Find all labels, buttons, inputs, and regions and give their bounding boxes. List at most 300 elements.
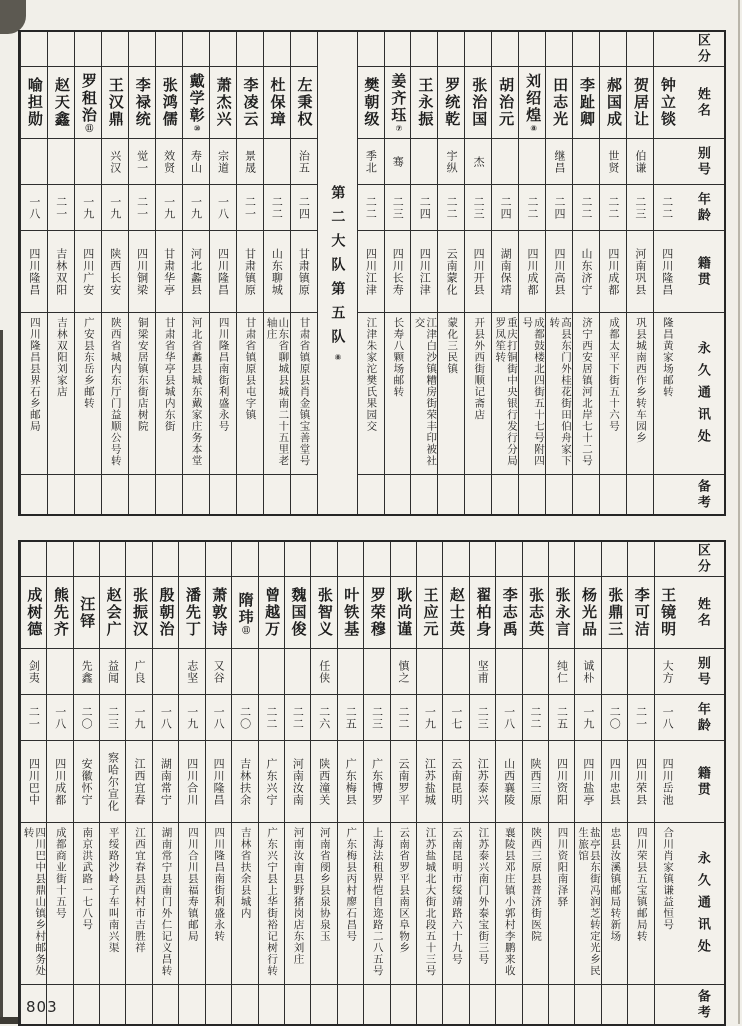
- remarks-cell: [100, 984, 125, 1024]
- category-cell: [232, 542, 257, 576]
- category-cell: [259, 542, 284, 576]
- address-cell: 吉林双阳刘家店: [48, 312, 74, 474]
- address-cell: 蒙化三民镇: [438, 312, 464, 474]
- remarks-cell: [492, 474, 518, 514]
- remarks-cell: [549, 984, 574, 1024]
- person-column: [46, 542, 72, 1024]
- native-place-cell: 吉林双阳: [48, 230, 74, 312]
- address-cell: 长寿八颗场邮转: [385, 312, 411, 474]
- name-cell: 张鼎三: [602, 576, 627, 648]
- age-cell: 二一: [48, 184, 74, 230]
- remarks-cell: [546, 474, 572, 514]
- section-title: 第二大队第五队⑧: [329, 184, 346, 362]
- alias-cell: 广良: [126, 648, 151, 694]
- person-column: [310, 542, 336, 1024]
- category-cell: [575, 542, 600, 576]
- native-place-cell: 四川成都: [47, 740, 72, 822]
- address-cell: 铜梁安居镇东街店树院: [129, 312, 155, 474]
- person-column: [337, 542, 363, 1024]
- alias-cell: 先鑫: [74, 648, 99, 694]
- address-cell: 河北省蠡县城东戴家庄务本堂: [183, 312, 209, 474]
- remarks-cell: [443, 984, 468, 1024]
- remarks-cell: [338, 984, 363, 1024]
- person-column: [545, 32, 572, 514]
- alias-cell: 伯谦: [627, 138, 653, 184]
- age-cell: 二二: [523, 694, 548, 740]
- address-cell: 江津朱家沱樊氏果园交: [358, 312, 384, 474]
- remarks-cell: [627, 474, 653, 514]
- age-cell: 二二: [600, 184, 626, 230]
- name-cell: 王镜明: [655, 576, 680, 648]
- remarks-cell: [655, 984, 680, 1024]
- native-place-cell: 广东梅县: [338, 740, 363, 822]
- person-column: [236, 32, 263, 514]
- address-cell: 甘肃省镇原县屯字镇: [237, 312, 263, 474]
- category-cell: [600, 32, 626, 66]
- person-column: [574, 542, 600, 1024]
- native-place-cell: 陕西潼关: [311, 740, 336, 822]
- alias-cell: [417, 648, 442, 694]
- address-cell: 山东省聊城县城南二十五里老轴庄: [264, 312, 290, 474]
- address-cell: 隆昌黄家场邮转: [654, 312, 680, 474]
- name-cell: 罗租治⑪: [75, 66, 101, 138]
- category-cell: [237, 32, 263, 66]
- category-cell: [546, 32, 572, 66]
- native-place-cell: 四川隆昌: [206, 740, 231, 822]
- row-label-alias: 别号: [680, 648, 724, 694]
- name-cell: 赵会广: [100, 576, 125, 648]
- age-cell: 二二: [264, 184, 290, 230]
- native-place-cell: 甘肃镇原: [291, 230, 317, 312]
- age-cell: 二二: [259, 694, 284, 740]
- alias-cell: 又谷: [206, 648, 231, 694]
- native-place-cell: 四川江津: [411, 230, 437, 312]
- remarks-cell: [232, 984, 257, 1024]
- address-cell: 南京洪武路一七八号: [74, 822, 99, 984]
- address-cell: 上海法租界恺自迩路二八五号: [364, 822, 389, 984]
- native-place-cell: 湖南保靖: [492, 230, 518, 312]
- native-place-cell: 云南罗平: [391, 740, 416, 822]
- row-label-alias: 别号: [680, 138, 724, 184]
- alias-cell: [654, 138, 680, 184]
- remarks-cell: [291, 474, 317, 514]
- person-column: [363, 542, 389, 1024]
- category-cell: [291, 32, 317, 66]
- remarks-cell: [237, 474, 263, 514]
- name-cell: 张永言: [549, 576, 574, 648]
- address-cell: 湖南常宁县南门外仁记义昌转: [153, 822, 178, 984]
- age-cell: 二二: [654, 184, 680, 230]
- age-cell: 一九: [75, 184, 101, 230]
- age-cell: 二五: [549, 694, 574, 740]
- age-cell: 二三: [465, 184, 491, 230]
- remarks-cell: [285, 984, 310, 1024]
- age-cell: 一八: [496, 694, 521, 740]
- age-cell: 二三: [470, 694, 495, 740]
- alias-cell: [496, 648, 521, 694]
- person-column: [152, 542, 178, 1024]
- alias-cell: [602, 648, 627, 694]
- native-place-cell: 安徽怀宁: [74, 740, 99, 822]
- remarks-cell: [21, 474, 47, 514]
- row-label-remarks: 备考: [680, 474, 724, 514]
- category-cell: [470, 542, 495, 576]
- category-cell: [496, 542, 521, 576]
- category-cell: [411, 32, 437, 66]
- person-column: [20, 542, 46, 1024]
- scan-artifact-right-edge: [738, 0, 740, 1024]
- age-cell: 二六: [311, 694, 336, 740]
- address-cell: 平绥路沙岭子车叫南兴渠: [100, 822, 125, 984]
- address-cell: 河南省阌乡县泉协泉玉: [311, 822, 336, 984]
- person-column: [572, 32, 599, 514]
- alias-cell: 季北: [358, 138, 384, 184]
- name-cell: 魏国俊: [285, 576, 310, 648]
- address-cell: 吉林省扶余县城内: [232, 822, 257, 984]
- remarks-cell: [74, 984, 99, 1024]
- age-cell: 二三: [100, 694, 125, 740]
- person-column: [284, 542, 310, 1024]
- address-cell: 四川资阳南泽驿: [549, 822, 574, 984]
- category-cell: [549, 542, 574, 576]
- category-cell: [602, 542, 627, 576]
- native-place-cell: 河南巩县: [627, 230, 653, 312]
- person-column: [74, 32, 101, 514]
- name-cell: 潘先丁: [179, 576, 204, 648]
- alias-cell: 觉一: [129, 138, 155, 184]
- remarks-cell: [602, 984, 627, 1024]
- age-cell: 二〇: [232, 694, 257, 740]
- address-cell: 巩县城南西作乡转车园乡: [627, 312, 653, 474]
- category-cell: [21, 32, 47, 66]
- name-cell: 隋玮⑪: [232, 576, 257, 648]
- row-label-native-place: 籍贯: [680, 230, 724, 312]
- name-cell: 翟柏身: [470, 576, 495, 648]
- address-cell: 四川隆昌南街利盛永转: [206, 822, 231, 984]
- address-cell: 甘肃省镇原县肖金镇宝善堂号: [291, 312, 317, 474]
- address-cell: 济宁西安居镇河北岸七十二号: [573, 312, 599, 474]
- age-cell: 一八: [153, 694, 178, 740]
- category-cell: [417, 542, 442, 576]
- native-place-cell: 陕西长安: [102, 230, 128, 312]
- person-column: [416, 542, 442, 1024]
- native-place-cell: 湖南常宁: [153, 740, 178, 822]
- person-column: [47, 32, 74, 514]
- category-cell: [385, 32, 411, 66]
- name-cell: 张治国: [465, 66, 491, 138]
- native-place-cell: 四川铜梁: [129, 230, 155, 312]
- remarks-cell: [600, 474, 626, 514]
- category-cell: [129, 32, 155, 66]
- name-cell: 李趾卿: [573, 66, 599, 138]
- row-label-address: 永久通讯处: [680, 822, 724, 984]
- name-cell: 喻担勋: [21, 66, 47, 138]
- category-cell: [391, 542, 416, 576]
- alias-cell: 继昌: [546, 138, 572, 184]
- native-place-cell: 四川荣县: [628, 740, 653, 822]
- alias-cell: [492, 138, 518, 184]
- remarks-cell: [102, 474, 128, 514]
- row-label-column: [680, 32, 724, 514]
- native-place-cell: 河北蠡县: [183, 230, 209, 312]
- address-cell: 甘肃省华亭县城内东街: [156, 312, 182, 474]
- age-cell: 二一: [21, 694, 46, 740]
- address-cell: 江津白沙镇糟房街荣丰印被社交: [411, 312, 437, 474]
- name-cell: 殷朝治: [153, 576, 178, 648]
- address-cell: 四川合川县福寿镇邮局: [179, 822, 204, 984]
- age-cell: 一九: [102, 184, 128, 230]
- native-place-cell: 四川成都: [600, 230, 626, 312]
- address-cell: 襄陵县邓庄镇小郭村李鹏来收: [496, 822, 521, 984]
- remarks-cell: [129, 474, 155, 514]
- person-column: [101, 32, 128, 514]
- native-place-cell: 察哈尔宣化: [100, 740, 125, 822]
- name-cell: 刘绍煌⑧: [519, 66, 545, 138]
- remarks-cell: [628, 984, 653, 1024]
- category-cell: [492, 32, 518, 66]
- native-place-cell: 四川广安: [75, 230, 101, 312]
- alias-cell: 效贤: [156, 138, 182, 184]
- native-place-cell: 四川成都: [519, 230, 545, 312]
- name-cell: 张志英: [523, 576, 548, 648]
- name-cell: 王永振: [411, 66, 437, 138]
- person-column: [357, 32, 384, 514]
- native-place-cell: 山西襄陵: [496, 740, 521, 822]
- address-cell: 陕西三原县普济街医院: [523, 822, 548, 984]
- category-cell: [47, 542, 72, 576]
- alias-cell: 宗道: [210, 138, 236, 184]
- person-column: [654, 542, 680, 1024]
- alias-cell: [264, 138, 290, 184]
- address-cell: 成都鼓楼北四街五十七号附四号: [519, 312, 545, 474]
- person-column: [548, 542, 574, 1024]
- remarks-cell: [210, 474, 236, 514]
- native-place-cell: 四川隆昌: [654, 230, 680, 312]
- age-cell: 二一: [628, 694, 653, 740]
- address-cell: 四川隆昌南街利盛永号: [210, 312, 236, 474]
- row-label-category: 区分: [694, 33, 710, 65]
- remarks-cell: [206, 984, 231, 1024]
- age-cell: 一八: [655, 694, 680, 740]
- alias-cell: 慎之: [391, 648, 416, 694]
- name-cell: 张智义: [311, 576, 336, 648]
- row-label-remarks: 备考: [680, 984, 724, 1024]
- alias-cell: 杰: [465, 138, 491, 184]
- native-place-cell: 四川合川: [179, 740, 204, 822]
- name-cell: 熊先齐: [47, 576, 72, 648]
- remarks-cell: [654, 474, 680, 514]
- alias-cell: [519, 138, 545, 184]
- age-cell: 二二: [519, 184, 545, 230]
- native-place-cell: 四川隆昌: [21, 230, 47, 312]
- remarks-cell: [575, 984, 600, 1024]
- scan-artifact-corner: [0, 0, 26, 34]
- name-cell: 萧杰兴: [210, 66, 236, 138]
- name-cell: 李禄统: [129, 66, 155, 138]
- person-column: [178, 542, 204, 1024]
- person-column: [522, 542, 548, 1024]
- person-column: [125, 542, 151, 1024]
- remarks-cell: [311, 984, 336, 1024]
- name-cell: 萧敦诗: [206, 576, 231, 648]
- category-cell: [210, 32, 236, 66]
- age-cell: 一八: [206, 694, 231, 740]
- remarks-cell: [438, 474, 464, 514]
- person-column: [155, 32, 182, 514]
- remarks-cell: [358, 474, 384, 514]
- remarks-cell: [153, 984, 178, 1024]
- name-cell: 张鸿儒: [156, 66, 182, 138]
- remarks-cell: [573, 474, 599, 514]
- person-column: [205, 542, 231, 1024]
- category-cell: [183, 32, 209, 66]
- alias-cell: 志坚: [179, 648, 204, 694]
- name-cell: 耿尚谨: [391, 576, 416, 648]
- person-column: [410, 32, 437, 514]
- remarks-cell: [126, 984, 151, 1024]
- age-cell: 一八: [210, 184, 236, 230]
- name-cell: 李志禹: [496, 576, 521, 648]
- category-cell: [156, 32, 182, 66]
- age-cell: 一九: [183, 184, 209, 230]
- remarks-cell: [75, 474, 101, 514]
- alias-cell: 景晟: [237, 138, 263, 184]
- name-cell: 成树德: [21, 576, 46, 648]
- native-place-cell: 甘肃镇原: [237, 230, 263, 312]
- row-label-name: 姓名: [680, 66, 724, 138]
- row-label-category: 区分: [694, 543, 710, 575]
- alias-cell: [21, 138, 47, 184]
- age-cell: 二二: [391, 694, 416, 740]
- category-cell: [285, 542, 310, 576]
- person-column: [209, 32, 236, 514]
- address-cell: 广东梅县丙村廖石昌号: [338, 822, 363, 984]
- age-cell: 二五: [338, 694, 363, 740]
- native-place-cell: 河南汝南: [285, 740, 310, 822]
- address-cell: 盐亭县东街冯润芝转定光乡民生旅馆: [575, 822, 600, 984]
- row-label-address: 永久通讯处: [680, 312, 724, 474]
- scan-artifact-left-edge: [0, 330, 3, 1024]
- remarks-cell: [470, 984, 495, 1024]
- person-column: [182, 32, 209, 514]
- alias-cell: 寿山: [183, 138, 209, 184]
- native-place-cell: 四川盐亭: [575, 740, 600, 822]
- age-cell: 一八: [21, 184, 47, 230]
- person-column: [491, 32, 518, 514]
- name-cell: 汪铎: [74, 576, 99, 648]
- age-cell: 一九: [156, 184, 182, 230]
- alias-cell: 坚甫: [470, 648, 495, 694]
- person-column: [99, 542, 125, 1024]
- age-cell: 二二: [358, 184, 384, 230]
- name-cell: 胡治元: [492, 66, 518, 138]
- category-cell: [21, 542, 46, 576]
- native-place-cell: 甘肃华亭: [156, 230, 182, 312]
- native-place-cell: 江苏盐城: [417, 740, 442, 822]
- category-cell: [153, 542, 178, 576]
- age-cell: 二三: [627, 184, 653, 230]
- remarks-cell: [523, 984, 548, 1024]
- alias-cell: 剑夷: [21, 648, 46, 694]
- name-cell: 王应元: [417, 576, 442, 648]
- alias-cell: 益闻: [100, 648, 125, 694]
- person-column: [128, 32, 155, 514]
- category-cell: [654, 32, 680, 66]
- row-label-age: 年龄: [680, 694, 724, 740]
- name-cell: 赵天鑫: [48, 66, 74, 138]
- person-column: [626, 32, 653, 514]
- address-cell: 成都商业街十五号: [47, 822, 72, 984]
- person-column: [390, 542, 416, 1024]
- age-cell: 二三: [385, 184, 411, 230]
- age-cell: 二二: [573, 184, 599, 230]
- person-column: [384, 32, 411, 514]
- category-cell: [523, 542, 548, 576]
- alias-cell: [523, 648, 548, 694]
- name-cell: 王汉鼎: [102, 66, 128, 138]
- age-cell: 二一: [237, 184, 263, 230]
- address-cell: 河南汝南县野猪岗店东刘庄: [285, 822, 310, 984]
- name-cell: 戴学彰⑩: [183, 66, 209, 138]
- alias-cell: [411, 138, 437, 184]
- address-cell: 云南昆明市绥靖路六十九号: [443, 822, 468, 984]
- address-cell: 云南省罗平县南区阜物乡: [391, 822, 416, 984]
- name-cell: 田志光: [546, 66, 572, 138]
- age-cell: 二二: [438, 184, 464, 230]
- category-cell: [655, 542, 680, 576]
- category-cell: [102, 32, 128, 66]
- remarks-cell: [156, 474, 182, 514]
- remarks-cell: [417, 984, 442, 1024]
- alias-cell: [443, 648, 468, 694]
- category-cell: [465, 32, 491, 66]
- native-place-cell: 广东博罗: [364, 740, 389, 822]
- native-place-cell: 四川忠县: [602, 740, 627, 822]
- category-cell: [519, 32, 545, 66]
- person-column: [20, 32, 47, 514]
- alias-cell: [573, 138, 599, 184]
- address-cell: 广安县东岳乡邮转: [75, 312, 101, 474]
- address-cell: 四川隆昌县界石乡邮局: [21, 312, 47, 474]
- native-place-cell: 四川高县: [546, 230, 572, 312]
- person-column: [263, 32, 290, 514]
- name-cell: 叶铁基: [338, 576, 363, 648]
- name-cell: 郝国成: [600, 66, 626, 138]
- category-cell: [48, 32, 74, 66]
- remarks-cell: [519, 474, 545, 514]
- native-place-cell: 四川巴中: [21, 740, 46, 822]
- category-cell: [126, 542, 151, 576]
- alias-cell: [232, 648, 257, 694]
- alias-cell: [75, 138, 101, 184]
- native-place-cell: 云南昆明: [443, 740, 468, 822]
- native-place-cell: 江西宜春: [126, 740, 151, 822]
- alias-cell: 宇纵: [438, 138, 464, 184]
- person-column: [599, 32, 626, 514]
- native-place-cell: 陕西三原: [523, 740, 548, 822]
- alias-cell: 兴汉: [102, 138, 128, 184]
- age-cell: 二四: [291, 184, 317, 230]
- remarks-cell: [496, 984, 521, 1024]
- alias-cell: [285, 648, 310, 694]
- native-place-cell: 吉林扶余: [232, 740, 257, 822]
- remarks-cell: [48, 474, 74, 514]
- name-cell: 张振汉: [126, 576, 151, 648]
- native-place-cell: 云南蒙化: [438, 230, 464, 312]
- alias-cell: [47, 648, 72, 694]
- person-column: [601, 542, 627, 1024]
- category-cell: [206, 542, 231, 576]
